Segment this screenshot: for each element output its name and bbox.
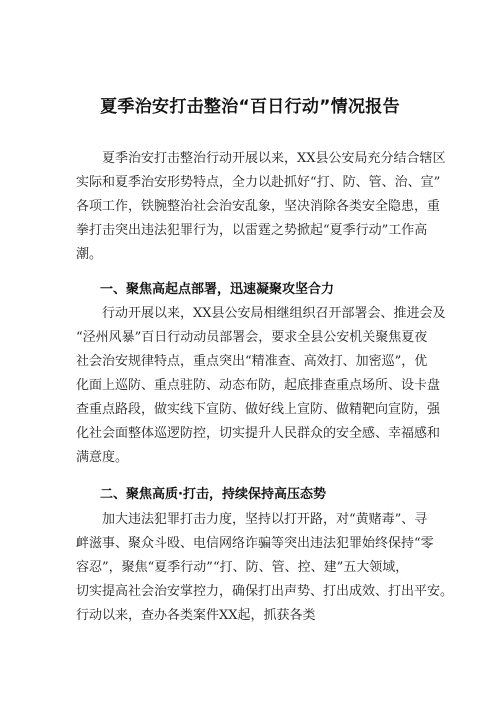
paragraph-line: 拳打击突出违法犯罪行为，以雷霆之势掀起“夏季行动”工作高 xyxy=(76,223,428,238)
paragraph-line: 满意度。 xyxy=(76,450,129,465)
paragraph-line: 各项工作，铁腕整治社会治安乱象，坚决消除各类安全隐患，重 xyxy=(76,199,441,214)
paragraph-line: 潮。 xyxy=(76,247,103,262)
paragraph-line: 行动开展以来，XX县公安局相继组织召开部署会、推进会及 xyxy=(76,306,446,321)
paragraph-line: 容忍”，聚焦“夏季行动”“打、防、管、控、建”五大领域， xyxy=(76,560,409,575)
paragraph-line: 社会治安规律特点，重点突出“精准查、高效打、加密巡”，优 xyxy=(76,354,428,369)
section-heading-2: 二、聚焦高质·打击，持续保持高压态势 xyxy=(100,487,326,502)
document-title: 夏季治安打击整治“百日行动”情况报告 xyxy=(100,97,400,117)
paragraph-line: 衅滋事、聚众斗殴、电信网络诈骗等突出违法犯罪始终保持“零 xyxy=(76,536,434,551)
paragraph-intro xyxy=(76,147,446,267)
paragraph-section-1 xyxy=(76,302,446,470)
paragraph-section-2 xyxy=(76,508,454,628)
paragraph-line: 切实提高社会治安掌控力，确保打出声势、打出成效、打出平安。 xyxy=(76,584,454,599)
paragraph-line: 夏季治安打击整治行动开展以来，XX县公安局充分结合辖区 xyxy=(76,151,446,166)
section-heading-1: 一、聚焦高起点部署，迅速凝聚攻坚合力 xyxy=(100,282,335,297)
paragraph-line: 实际和夏季治安形势特点，全力以赴抓好“打、防、管、治、宣” xyxy=(76,175,441,190)
paragraph-line: 查重点路段，做实线下宣防、做好线上宣防、做精靶向宣防，强 xyxy=(76,402,441,417)
paragraph-line: 化社会面整体巡逻防控，切实提升人民群众的安全感、幸福感和 xyxy=(76,426,441,441)
paragraph-line: “泾州风暴”百日行动动员部署会，要求全县公安机关聚焦夏夜 xyxy=(76,330,428,345)
paragraph-line: 加大违法犯罪打击力度，坚持以打开路，对“黄赌毒”、寻 xyxy=(76,512,428,527)
paragraph-line: 行动以来，查办各类案件XX起，抓获各类 xyxy=(76,608,316,623)
paragraph-line: 化面上巡防、重点驻防、动态布防，起底排查重点场所、设卡盘 xyxy=(76,378,441,393)
